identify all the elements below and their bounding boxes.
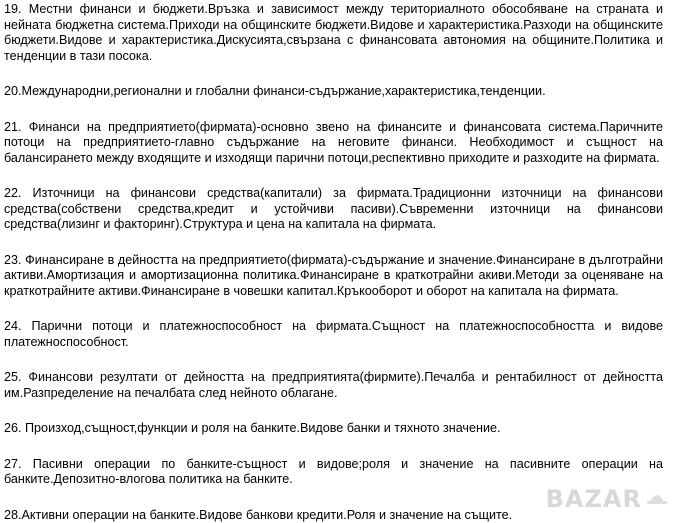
paragraph-27: 27. Пасивни операции по банките-същност и видове;роля и значение на пасивните операции на банките.Депозитно-влогова политика на банките. [4, 457, 663, 488]
document-body [4, 2, 663, 523]
paragraph-28: 28.Активни операции на банките.Видове банкови кредити.Роля и значение на същите. [4, 508, 663, 523]
paragraph-22: 22. Източници на финансови средства(капитали) за фирмата.Традиционни източници на финансови средства(собствени средства,кредит и устойчиви пасиви).Съвременни източници на финансови средства(лизинг и факторинг).Структура и цена на капитала на фирмата. [4, 186, 663, 233]
paragraph-23: 23. Финансиране в дейността на предприятието(фирмата)-съдържание и значение.Финансиране в дълготрайни активи.Амортизация и амортизационна политика.Финансиране в краткотрайни акиви.Методи за оценяване на краткотрайните активи.Финансиране в човешки капитал.Кръкооборот и оборот на капитала на фирмата. [4, 253, 663, 300]
paragraph-21: 21. Финанси на предприятието(фирмата)-основно звено на финансите и финансовата система.Паричните потоци на предприятието-главно съдържание на неговите финанси. Необходимост и същност на балансирането между входящите и изходящи парични потоци,респективно приходите и разходите на фирмата. [4, 120, 663, 167]
watermark [546, 485, 668, 513]
watermark-logo-text: BAZAR [546, 485, 642, 513]
paragraph-20: 20.Международни,регионални и глобални финанси-съдържание,характеристика,тенденции. [4, 84, 663, 100]
paragraph-24: 24. Парични потоци и платежноспособност на фирмата.Същност на платежноспособността и видове платежноспособност. [4, 319, 663, 350]
paragraph-26: 26. Произход,същност,функции и роля на банките.Видове банки и тяхното значение. [4, 421, 663, 437]
paragraph-19: 19. Местни финанси и бюджети.Връзка и зависимост между териториалното обособяване на страната и нейната бюджетна система.Приходи на общинските бюджети.Видове и характеристика.Разходи на общинските бюджети.Видове и характеристика.Дискусията,свързана с финансовата автономия на общините.Политика и тенденции в тази посока. [4, 2, 663, 64]
paragraph-25: 25. Финансови резултати от дейността на предприятията(фирмите).Печалба и рентабилност от дейността им.Разпределение на печалбата след нейното облагане. [4, 370, 663, 401]
hat-icon [646, 487, 668, 512]
